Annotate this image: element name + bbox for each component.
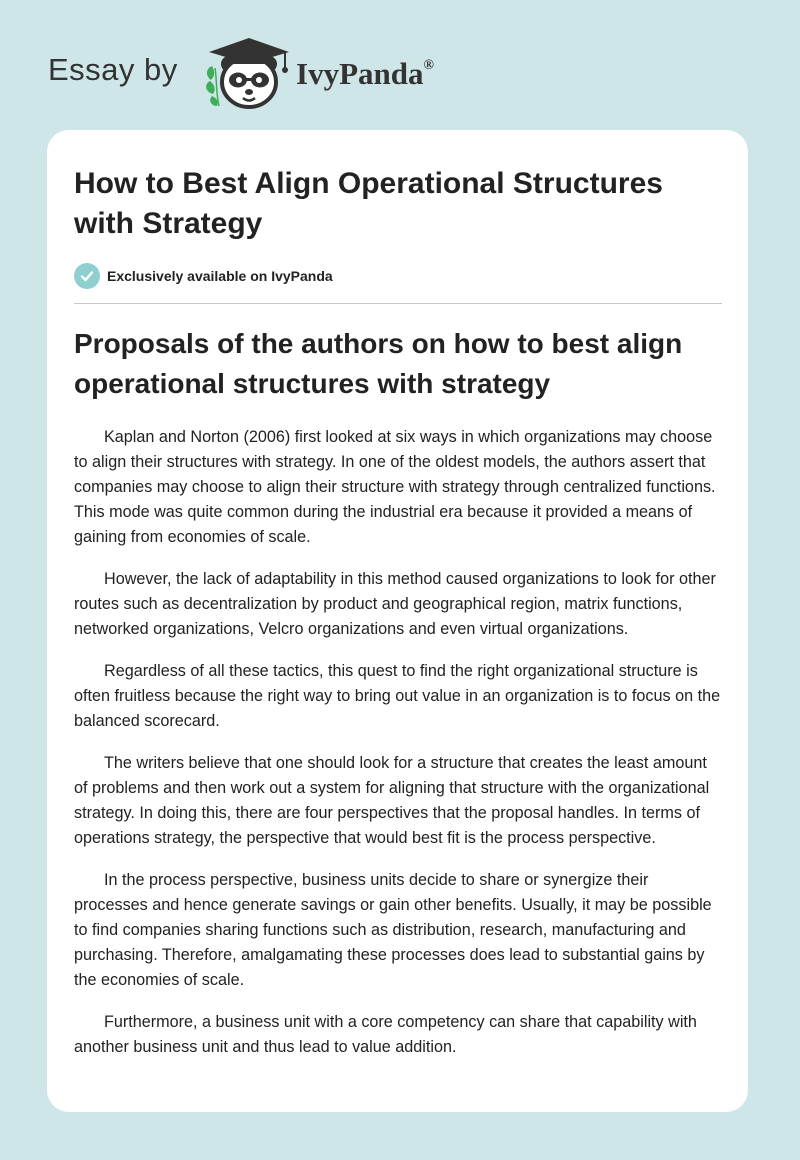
brand-prefix: Essay by xyxy=(48,52,178,87)
section-heading: Proposals of the authors on how to best align operational structures with strategy xyxy=(74,328,683,399)
paragraph: Kaplan and Norton (2006) first looked at six ways in which organizations may choose to align their structures with strategy. In one of the oldest models, the authors assert that companies may choose to align their structure with strategy through centralized functions. This mode was quite common during the industrial era because it provided a means of gaining from economies of scale. xyxy=(74,428,716,546)
brand-name: IvyPanda® xyxy=(296,56,434,91)
divider xyxy=(74,303,722,304)
essay-card xyxy=(47,130,748,1112)
registered-mark: ® xyxy=(423,57,434,73)
exclusive-badge xyxy=(74,263,333,289)
page-title: How to Best Align Operational Structures with Strategy xyxy=(74,167,663,240)
paragraph: The writers believe that one should look for a structure that creates the least amount of problems and then work out a system for aligning that structure with the organizational strategy. In doing this, there are four perspectives that the proposal handles. In terms of operations strategy, the perspective that would best fit is the process perspective. xyxy=(74,754,710,847)
panda-logo-icon xyxy=(203,36,295,110)
badge-text: Exclusively available on IvyPanda xyxy=(107,268,333,284)
check-icon xyxy=(74,263,100,289)
paragraph: Furthermore, a business unit with a core competency can share that capability with another business unit and thus lead to value addition. xyxy=(74,1013,697,1056)
brand-header xyxy=(48,34,508,114)
paragraph: Regardless of all these tactics, this quest to find the right organizational structure is often fruitless because the right way to bring out value in an organization is to focus on the balanced scorecard. xyxy=(74,662,721,730)
paragraph: However, the lack of adaptability in this method caused organizations to look for other routes such as decentralization by product and geographical region, matrix functions, networked organizations, Velcro organizations and even virtual organizations. xyxy=(74,570,716,638)
paragraph: In the process perspective, business units decide to share or synergize their processes and hence generate savings or gain other benefits. Usually, it may be possible to find companies sharing functions such as distribution, research, manufacturing and purchasing. Therefore, amalgamating these processes does lead to substantial gains by the economies of scale. xyxy=(74,871,712,989)
essay-body xyxy=(74,425,724,1077)
